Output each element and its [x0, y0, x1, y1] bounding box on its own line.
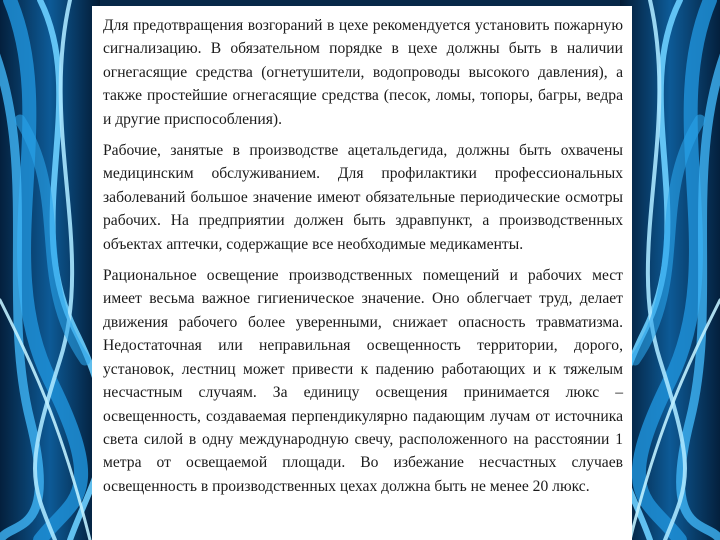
paragraph-medical-service: Рабочие, занятые в производстве ацетальдегида, должны быть охвачены медицинским обслуживанием. Для профилактики профессиональных заболеваний большое значение имеют обязательные периодические осмотры рабочих. На предприятии должен быть здравпункт, а производственных объектах аптечки, содержащие все необходимые медикаменты. — [103, 142, 623, 253]
slide-body — [103, 14, 623, 506]
paragraph-lighting: Рациональное освещение производственных помещений и рабочих мест имеет весьма важное гигиеническое значение. Оно облегчает труд, делает движения рабочего более уверенными, снижает опасность травматизма. Недостаточная или неправильная освещенность территории, дорого, установок, лестниц может привести к падению работающих и к тяжелым несчастным случаям. За единицу освещения принимается люкс – освещенность, создаваемая перпендикулярно падающим лучам от источника света силой в одну международную свечу, расположенного на расстоянии 1 метра от освещаемой площади. Во избежание несчастных случаев освещенность в производственных цехах должна быть не менее 20 люкс. — [103, 267, 623, 495]
paragraph-fire-safety: Для предотвращения возгораний в цехе рекомендуется установить пожарную сигнализацию. В обязательном порядке в цехе должны быть в наличии огнегасящие средства (огнетушители, водопроводы высокого давления), а также простейшие огнегасящие средства (песок, ломы, топоры, багры, ведра и другие приспособления). — [103, 17, 623, 128]
